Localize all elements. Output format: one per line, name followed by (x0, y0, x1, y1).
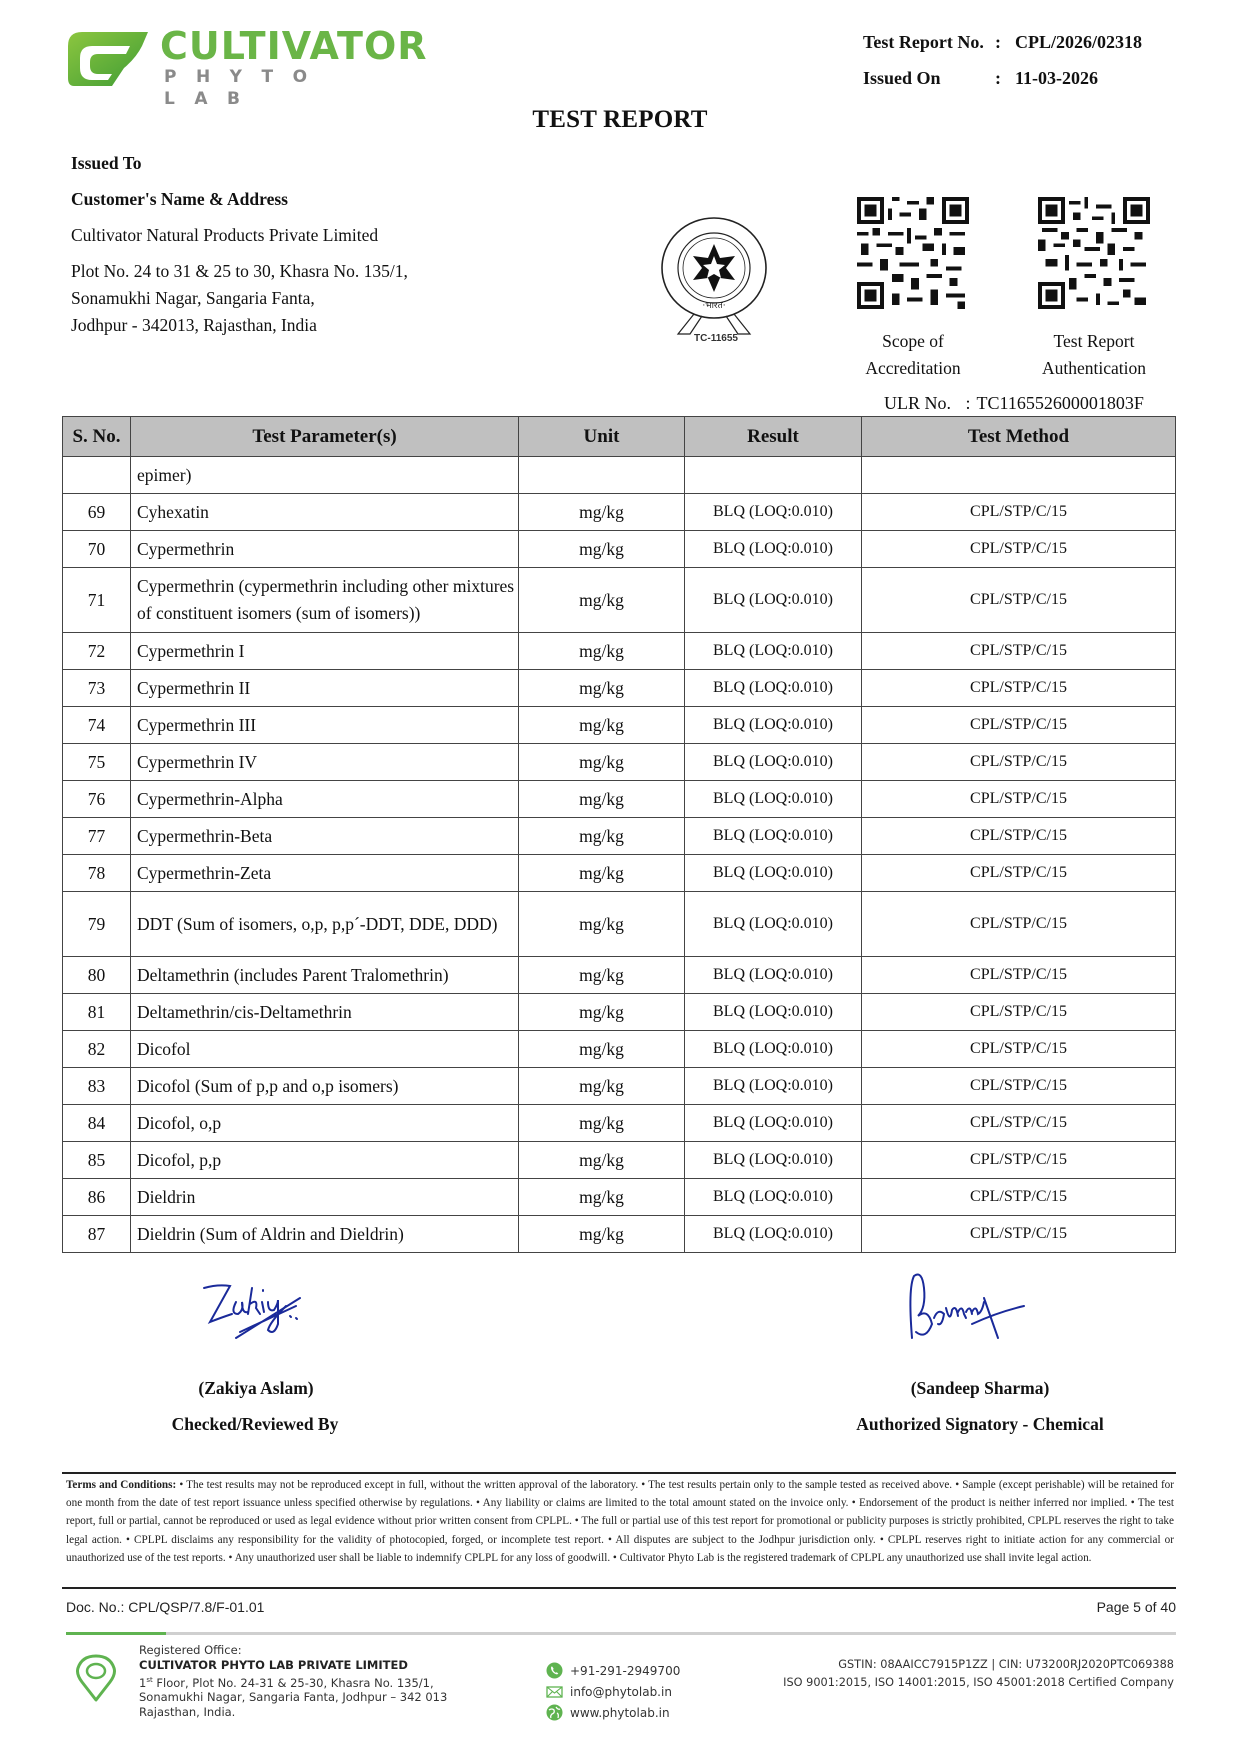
scope-qr-code-icon[interactable] (857, 197, 969, 309)
customer-address-line: Sonamukhi Nagar, Sangaria Fanta, (71, 288, 315, 308)
terms-and-conditions (66, 1476, 1174, 1567)
table-row (63, 494, 1176, 531)
row-result: BLQ (LOQ:0.010) (685, 1031, 862, 1068)
table-row (63, 892, 1176, 957)
issued-on-label: Issued On (863, 67, 941, 88)
row-test-parameter: epimer) (131, 457, 519, 494)
row-result: BLQ (LOQ:0.010) (685, 1216, 862, 1253)
row-serial-number: 84 (63, 1105, 131, 1142)
location-pin-icon (76, 1654, 116, 1702)
registered-office-label: Registered Office: (139, 1643, 242, 1657)
column-header-result: Result (685, 417, 862, 457)
column-header-unit: Unit (519, 417, 685, 457)
row-test-parameter: Cyhexatin (131, 494, 519, 531)
footer-bar (66, 1632, 1176, 1635)
row-serial-number: 74 (63, 707, 131, 744)
authentication-qr-code-icon[interactable] (1038, 197, 1150, 309)
table-header-row (63, 417, 1176, 457)
row-unit: mg/kg (519, 994, 685, 1031)
row-result: BLQ (LOQ:0.010) (685, 855, 862, 892)
column-header-method: Test Method (862, 417, 1176, 457)
customer-address-line: Jodhpur - 342013, Rajasthan, India (71, 315, 317, 335)
row-unit: mg/kg (519, 1105, 685, 1142)
row-test-method: CPL/STP/C/15 (862, 1068, 1176, 1105)
table-row (63, 1179, 1176, 1216)
row-result: BLQ (LOQ:0.010) (685, 568, 862, 633)
website-row (546, 1702, 680, 1723)
row-unit: mg/kg (519, 707, 685, 744)
issued-on-value: 11-03-2026 (1015, 67, 1098, 88)
row-test-method: CPL/STP/C/15 (862, 818, 1176, 855)
report-meta (863, 24, 1142, 96)
row-result: BLQ (LOQ:0.010) (685, 1142, 862, 1179)
row-test-parameter: Dicofol (131, 1031, 519, 1068)
row-serial-number: 72 (63, 633, 131, 670)
row-result (685, 457, 862, 494)
ulr-number (884, 393, 1144, 414)
row-unit: mg/kg (519, 1179, 685, 1216)
office-address-line (139, 1673, 447, 1691)
row-serial-number: 81 (63, 994, 131, 1031)
row-test-method: CPL/STP/C/15 (862, 781, 1176, 818)
customer-name: Cultivator Natural Products Private Limited (71, 225, 379, 245)
office-address-line: Rajasthan, India. (139, 1705, 236, 1720)
row-unit: mg/kg (519, 781, 685, 818)
table-row (63, 633, 1176, 670)
issued-to-label: Issued To (71, 153, 142, 173)
separator: : (995, 31, 1001, 52)
row-test-parameter: DDT (Sum of isomers, o,p, p,p´-DDT, DDE, DDD) (131, 892, 519, 957)
row-unit: mg/kg (519, 818, 685, 855)
phone-number[interactable]: +91-291-2949700 (570, 1663, 681, 1678)
row-test-method: CPL/STP/C/15 (862, 744, 1176, 781)
report-number-row (863, 24, 1142, 60)
contact-details (546, 1660, 680, 1723)
table-row (63, 781, 1176, 818)
row-test-method (862, 457, 1176, 494)
ordinal-suffix: st (146, 1675, 153, 1684)
row-serial-number: 71 (63, 568, 131, 633)
terms-label: Terms and Conditions: (66, 1479, 177, 1491)
table-row (63, 1142, 1176, 1179)
row-test-parameter: Cypermethrin II (131, 670, 519, 707)
separator: : (965, 393, 971, 413)
row-result: BLQ (LOQ:0.010) (685, 1068, 862, 1105)
row-test-parameter: Cypermethrin-Beta (131, 818, 519, 855)
row-result: BLQ (LOQ:0.010) (685, 531, 862, 568)
table-row (63, 707, 1176, 744)
row-test-method: CPL/STP/C/15 (862, 568, 1176, 633)
table-row (63, 1216, 1176, 1253)
customer-block (71, 150, 408, 339)
floor-number: 1 (139, 1675, 147, 1690)
ulr-label: ULR No. (884, 393, 951, 413)
row-test-method: CPL/STP/C/15 (862, 1031, 1176, 1068)
table-row (63, 994, 1176, 1031)
row-test-method: CPL/STP/C/15 (862, 855, 1176, 892)
row-test-parameter: Cypermethrin-Zeta (131, 855, 519, 892)
row-result: BLQ (LOQ:0.010) (685, 781, 862, 818)
results-table (62, 416, 1176, 1253)
office-address-line: Sonamukhi Nagar, Sangaria Fanta, Jodhpur – 342 013 (139, 1690, 448, 1705)
company-logo (68, 24, 428, 109)
signature-sandeep-icon (898, 1268, 1028, 1348)
row-test-parameter: Cypermethrin-Alpha (131, 781, 519, 818)
row-serial-number: 77 (63, 818, 131, 855)
registered-office (139, 1643, 447, 1720)
row-result: BLQ (LOQ:0.010) (685, 494, 862, 531)
company-name: CULTIVATOR PHYTO LAB PRIVATE LIMITED (139, 1657, 408, 1672)
row-test-parameter: Dieldrin (131, 1179, 519, 1216)
row-test-parameter: Dicofol, p,p (131, 1142, 519, 1179)
row-test-parameter: Cypermethrin I (131, 633, 519, 670)
row-unit: mg/kg (519, 1068, 685, 1105)
row-test-parameter: Cypermethrin (131, 531, 519, 568)
column-header-parameter: Test Parameter(s) (131, 417, 519, 457)
row-serial-number: 73 (63, 670, 131, 707)
logo-subtitle: PHYTO LAB (164, 67, 327, 109)
table-row (63, 1068, 1176, 1105)
row-test-parameter: Dieldrin (Sum of Aldrin and Dieldrin) (131, 1216, 519, 1253)
row-test-method: CPL/STP/C/15 (862, 531, 1176, 568)
row-result: BLQ (LOQ:0.010) (685, 892, 862, 957)
row-unit (519, 457, 685, 494)
table-row (63, 1105, 1176, 1142)
row-serial-number: 70 (63, 531, 131, 568)
divider (62, 1472, 1176, 1474)
ulr-value: TC116552600001803F (976, 393, 1144, 413)
row-serial-number (63, 457, 131, 494)
footer-accent-bar (66, 1632, 166, 1635)
table-row (63, 457, 1176, 494)
row-serial-number: 78 (63, 855, 131, 892)
email-link[interactable]: info@phytolab.in (570, 1684, 672, 1699)
row-test-method: CPL/STP/C/15 (862, 1216, 1176, 1253)
row-test-method: CPL/STP/C/15 (862, 707, 1176, 744)
svg-text:·भारत·: ·भारत· (702, 301, 726, 311)
row-test-parameter: Cypermethrin (cypermethrin including other mixtures of constituent isomers (sum of isomers)) (131, 568, 519, 633)
row-unit: mg/kg (519, 494, 685, 531)
row-test-parameter: Dicofol (Sum of p,p and o,p isomers) (131, 1068, 519, 1105)
row-test-method: CPL/STP/C/15 (862, 994, 1176, 1031)
row-serial-number: 82 (63, 1031, 131, 1068)
customer-name-address-label: Customer's Name & Address (71, 189, 288, 209)
row-result: BLQ (LOQ:0.010) (685, 818, 862, 855)
terms-text: • The test results may not be reproduced except in full, without the written approval of the laboratory. • The test results pertain only to the sample tested as received above. • Sample (except perishable) will be retained for one month from the date of test report issuance unless specified otherwise by regulations. • Any liability or claims are limited to the total amount stated on the invoice only. • Endorsement of the product is neither inferred nor implied. • The test report, full or partial, cannot be reproduced or used as legal evidence without prior written consent from CPLPL. • The full or partial use of this test report for promotional or publicity purposes is strictly prohibited, CPLPL reserves the right to take legal action. • CPLPL disclaims any responsibility for the validity of photocopied, forged, or incomplete test report. • All disputes are subject to the Jodhpur jurisdiction only. • CPLPL reserves right to initiate action for any commercial or unauthorized use of the test reports. • Any unauthorized user shall be liable to indemnify CPLPL for any loss of goodwill. • Cultivator Phyto Lab is the registered trademark of CPLPL any unauthorized use shall invite legal action. (66, 1479, 1174, 1564)
scope-of-accreditation-caption (823, 328, 1003, 382)
row-test-method: CPL/STP/C/15 (862, 892, 1176, 957)
row-result: BLQ (LOQ:0.010) (685, 994, 862, 1031)
table-row (63, 531, 1176, 568)
row-unit: mg/kg (519, 568, 685, 633)
row-unit: mg/kg (519, 855, 685, 892)
row-result: BLQ (LOQ:0.010) (685, 1105, 862, 1142)
row-test-method: CPL/STP/C/15 (862, 633, 1176, 670)
row-test-method: CPL/STP/C/15 (862, 1105, 1176, 1142)
address-text: Floor, Plot No. 24-31 & 25-30, Khasra No. 135/1, (152, 1675, 434, 1690)
signature-zakiya-icon (196, 1274, 326, 1354)
row-test-parameter: Deltamethrin/cis-Deltamethrin (131, 994, 519, 1031)
company-registration (783, 1656, 1174, 1692)
signatory-name: (Sandeep Sharma) (910, 1378, 1050, 1398)
row-test-method: CPL/STP/C/15 (862, 957, 1176, 994)
caption-line: Accreditation (865, 358, 961, 378)
document-number: Doc. No.: CPL/QSP/7.8/F-01.01 (66, 1599, 265, 1615)
table-row (63, 670, 1176, 707)
email-row (546, 1681, 680, 1702)
customer-address-line: Plot No. 24 to 31 & 25 to 30, Khasra No. 135/1, (71, 261, 408, 281)
test-report-authentication-caption (1004, 328, 1184, 382)
row-result: BLQ (LOQ:0.010) (685, 670, 862, 707)
row-test-method: CPL/STP/C/15 (862, 494, 1176, 531)
signatory-role: Authorized Signatory - Chemical (856, 1414, 1104, 1434)
column-header-sno: S. No. (63, 417, 131, 457)
row-unit: mg/kg (519, 957, 685, 994)
row-serial-number: 85 (63, 1142, 131, 1179)
report-number-label: Test Report No. (863, 31, 984, 52)
table-row (63, 568, 1176, 633)
row-unit: mg/kg (519, 744, 685, 781)
row-unit: mg/kg (519, 633, 685, 670)
row-serial-number: 87 (63, 1216, 131, 1253)
row-test-method: CPL/STP/C/15 (862, 670, 1176, 707)
row-result: BLQ (LOQ:0.010) (685, 633, 862, 670)
nabl-accreditation-seal-icon (658, 210, 770, 350)
row-serial-number: 69 (63, 494, 131, 531)
row-serial-number: 83 (63, 1068, 131, 1105)
separator: : (995, 67, 1001, 88)
row-result: BLQ (LOQ:0.010) (685, 957, 862, 994)
accreditation-code: TC-11655 (694, 333, 738, 344)
row-unit: mg/kg (519, 1216, 685, 1253)
table-row (63, 855, 1176, 892)
row-serial-number: 80 (63, 957, 131, 994)
reviewer-role: Checked/Reviewed By (171, 1414, 339, 1434)
page-title: TEST REPORT (532, 106, 708, 133)
row-unit: mg/kg (519, 892, 685, 957)
table-row (63, 744, 1176, 781)
row-unit: mg/kg (519, 670, 685, 707)
row-serial-number: 75 (63, 744, 131, 781)
row-test-parameter: Cypermethrin III (131, 707, 519, 744)
row-test-parameter: Dicofol, o,p (131, 1105, 519, 1142)
logo-wordmark: CULTIVATOR (160, 24, 428, 68)
row-unit: mg/kg (519, 1031, 685, 1068)
row-serial-number: 79 (63, 892, 131, 957)
phone-row (546, 1660, 680, 1681)
email-icon (546, 1683, 563, 1700)
page-number: Page 5 of 40 (1096, 1599, 1176, 1615)
table-row (63, 818, 1176, 855)
divider (62, 1587, 1176, 1589)
row-result: BLQ (LOQ:0.010) (685, 744, 862, 781)
row-serial-number: 76 (63, 781, 131, 818)
row-test-parameter: Deltamethrin (includes Parent Tralomethrin) (131, 957, 519, 994)
caption-line: Test Report (1053, 331, 1135, 351)
website-link[interactable]: www.phytolab.in (570, 1705, 670, 1720)
row-result: BLQ (LOQ:0.010) (685, 707, 862, 744)
row-serial-number: 86 (63, 1179, 131, 1216)
phone-icon (546, 1662, 563, 1679)
caption-line: Authentication (1041, 358, 1146, 378)
table-row (63, 1031, 1176, 1068)
row-unit: mg/kg (519, 531, 685, 568)
table-row (63, 957, 1176, 994)
row-result: BLQ (LOQ:0.010) (685, 1179, 862, 1216)
iso-certifications: ISO 9001:2015, ISO 14001:2015, ISO 45001:2018 Certified Company (783, 1676, 1174, 1689)
row-unit: mg/kg (519, 1142, 685, 1179)
reviewer-name: (Zakiya Aslam) (198, 1378, 314, 1398)
row-test-parameter: Cypermethrin IV (131, 744, 519, 781)
leaf-c-logo-icon (68, 28, 150, 90)
issued-on-row (863, 60, 1142, 96)
caption-line: Scope of (882, 331, 944, 351)
row-test-method: CPL/STP/C/15 (862, 1179, 1176, 1216)
report-number-value: CPL/2026/02318 (1015, 31, 1143, 52)
row-test-method: CPL/STP/C/15 (862, 1142, 1176, 1179)
gstin-cin: GSTIN: 08AAICC7915P1ZZ | CIN: U73200RJ2020PTC069388 (838, 1658, 1174, 1671)
globe-icon (546, 1704, 563, 1721)
